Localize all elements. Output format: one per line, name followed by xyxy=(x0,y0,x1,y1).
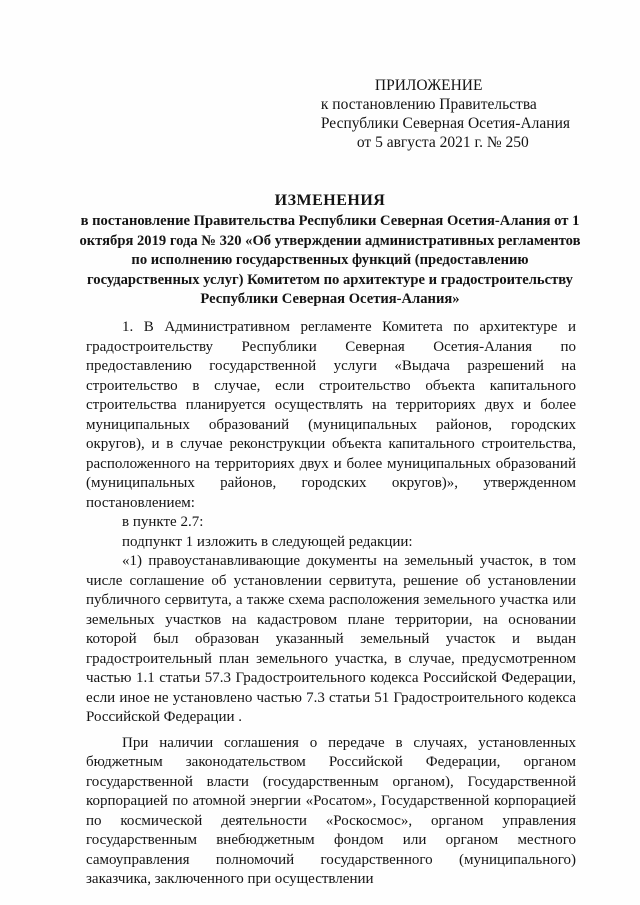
paragraph-2: в пункте 2.7: xyxy=(122,514,204,530)
appendix-date-number: от 5 августа 2021 г. № 250 xyxy=(356,134,529,151)
paragraph-1: 1. В Административном регламенте Комитета по архитектуре и градостроительству Республики Северная Осетия-Алания по предоставлению государственной услуги «Выдача разрешений на строительство в случае, если строительство объекта капитального строительства планируется осуществлять на территориях двух и более муниципальных образований (муниципальных районов, городских округов), и в случае реконструкции объекта капитального строительства, расположенного на территориях двух и более муниципальных образований (муниципальных районов, городских округов)», утвержденном постановлением: xyxy=(86,319,576,511)
paragraph-3: подпункт 1 изложить в следующей редакции: xyxy=(122,533,413,550)
document-body xyxy=(86,318,576,890)
appendix-resolution-ref: к постановлению Правительства xyxy=(320,96,537,113)
appendix-republic: Республики Северная Осетия-Алания xyxy=(320,115,570,132)
paragraph-4: «1) правоустанавливающие документы на земельный участок, в том числе соглашение об установлении сервитута, решение об установлении публичного сервитута, а также схема расположения земельного участка или земельных участков на кадастровом плане территории, на основании которой был образован указанный земельный участок и выдан градостроительный план земельного участка, в случае, предусмотренном частью 1.1 статьи 57.3 Градостроительного кодекса Российской Федерации, если иное не установлено частью 7.3 статьи 51 Градостроительного кодекса Российской Федерации . xyxy=(86,553,576,725)
appendix-label: ПРИЛОЖЕНИЕ xyxy=(374,77,483,94)
document-title: ИЗМЕНЕНИЯ xyxy=(274,192,386,209)
document-subtitle: в постановление Правительства Республики Северная Осетия-Алания от 1 октября 2019 года № 320 «Об утверждении административных регламентов по исполнению государственных функций (предоставлению государственных услуг) Комитетом по архитектуре и градостроительству Республики Северная Осетия-Алания» xyxy=(79,213,581,307)
paragraph-5: При наличии соглашения о передаче в случаях, установленных бюджетным законодательством Российской Федерации, органом государственной власти (государственным органом), Государственной корпорацией по атомной энергии «Росатом», Государственной корпорацией по космической деятельности «Роскосмос», органом управления государственным внебюджетным фондом или органом местного самоуправления полномочий государственного (муниципального) заказчика, заключенного при осуществлении xyxy=(86,734,576,887)
appendix-header xyxy=(321,76,570,152)
